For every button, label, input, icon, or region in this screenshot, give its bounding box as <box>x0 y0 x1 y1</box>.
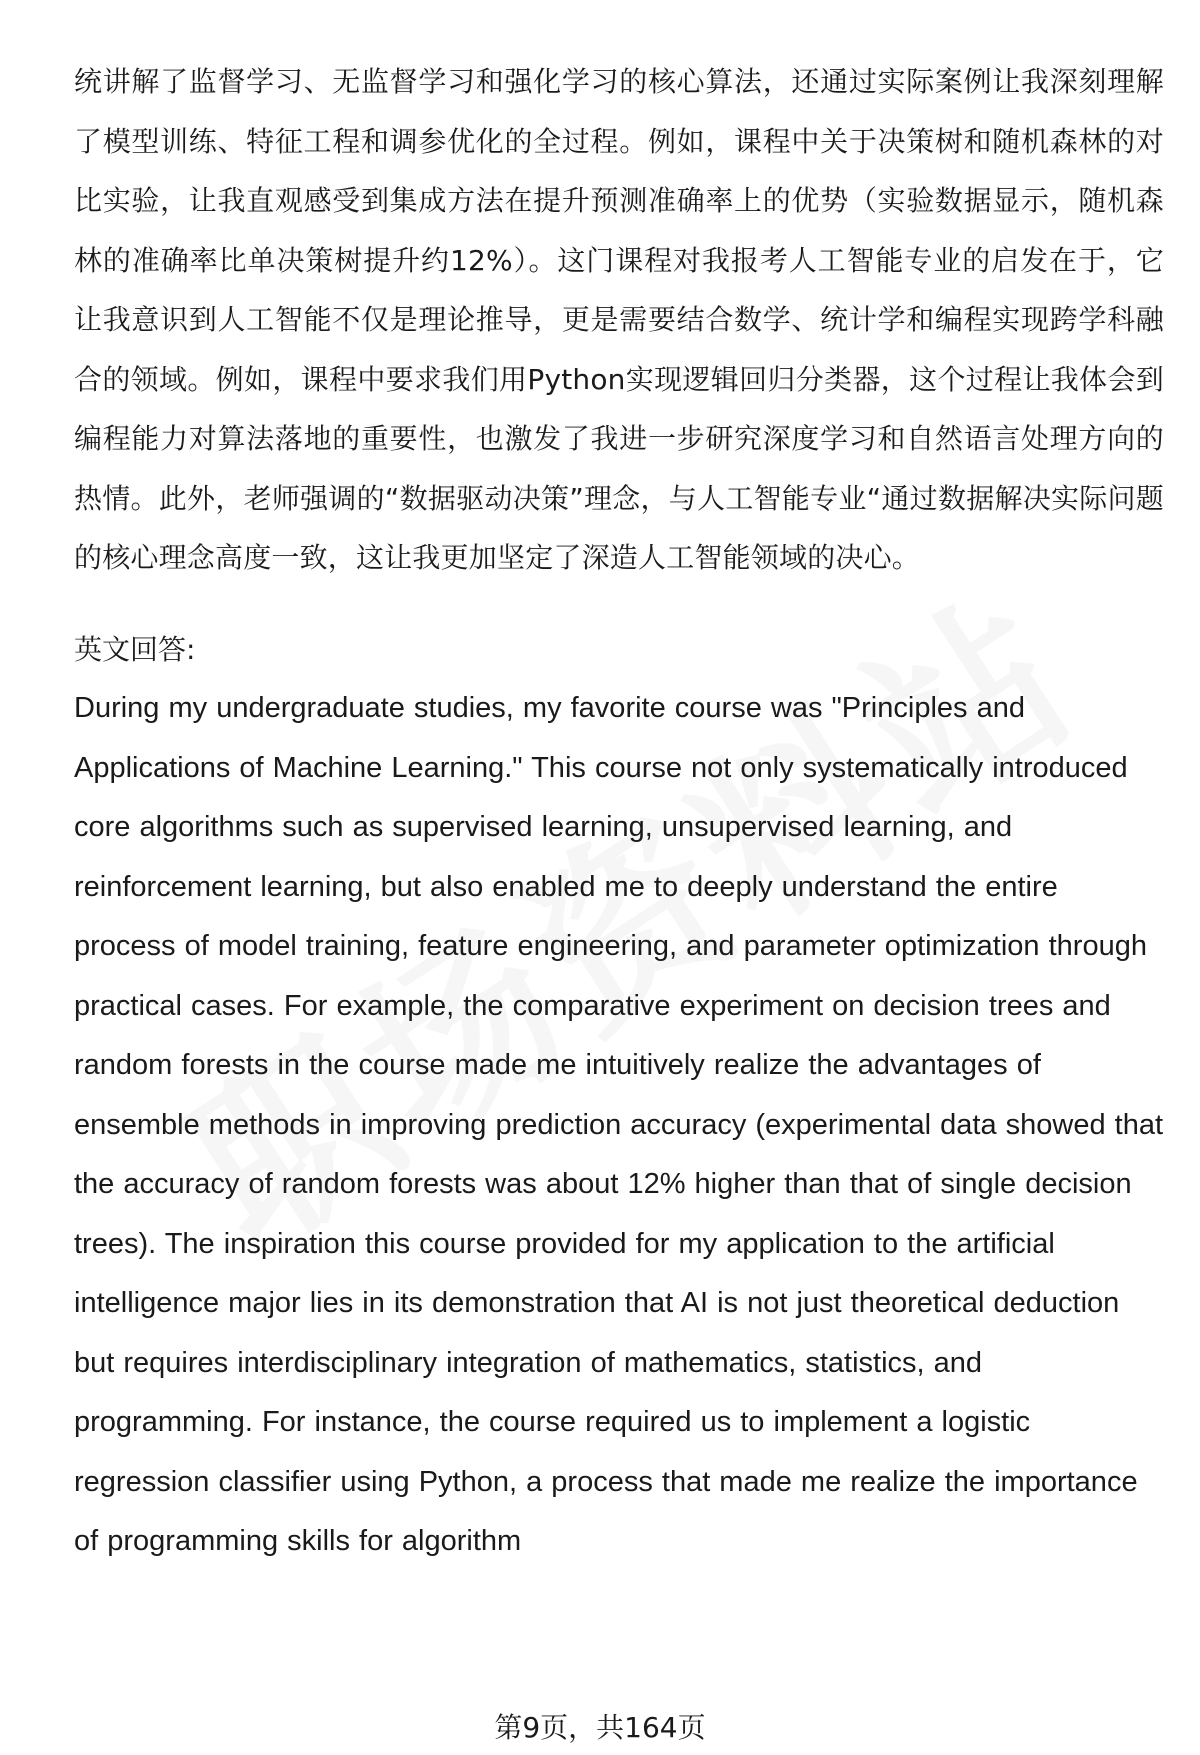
english-answer-paragraph: During my undergraduate studies, my favorite course was "Principles and Applications of Machine Learning." This course not only systematically introduced core algorithms such as supervised learning, unsupervised learning, and reinforcement learning, but also enabled me to deeply understand the entire process of model training, feature engineering, and parameter optimization through practical cases. For example, the comparative experiment on decision trees and random forests in the course made me intuitively realize the advantages of ensemble methods in improving prediction accuracy (experimental data showed that the accuracy of random forests was about 12% higher than that of single decision trees). The inspiration this course provided for my application to the artificial intelligence major lies in its demonstration that AI is not just theoretical deduction but requires interdisciplinary integration of mathematics, statistics, and programming. For instance, the course required us to implement a logistic regression classifier using Python, a process that made me realize the importance of programming skills for algorithm <box>74 692 1164 1557</box>
chinese-answer-paragraph: 统讲解了监督学习、无监督学习和强化学习的核心算法，还通过实际案例让我深刻理解了模型训练、特征工程和调参优化的全过程。例如，课程中关于决策树和随机森林的对比实验，让我直观感受到集成方法在提升预测准确率上的优势（实验数据显示，随机森林的准确率比单决策树提升约12%）。这门课程对我报考人工智能专业的启发在于，它让我意识到人工智能不仅是理论推导，更是需要结合数学、统计学和编程实现跨学科融合的领域。例如，课程中要求我们用Python实现逻辑回归分类器，这个过程让我体会到编程能力对算法落地的重要性，也激发了我进一步研究深度学习和自然语言处理方向的热情。此外，老师强调的“数据驱动决策”理念，与人工智能专业“通过数据解决实际问题的核心理念高度一致，这让我更加坚定了深造人工智能领域的决心。 <box>74 65 1164 574</box>
page-content <box>74 52 1164 1572</box>
page-number-footer: 第9页，共164页 <box>494 1711 706 1744</box>
english-answer-label: 英文回答: <box>74 632 196 666</box>
